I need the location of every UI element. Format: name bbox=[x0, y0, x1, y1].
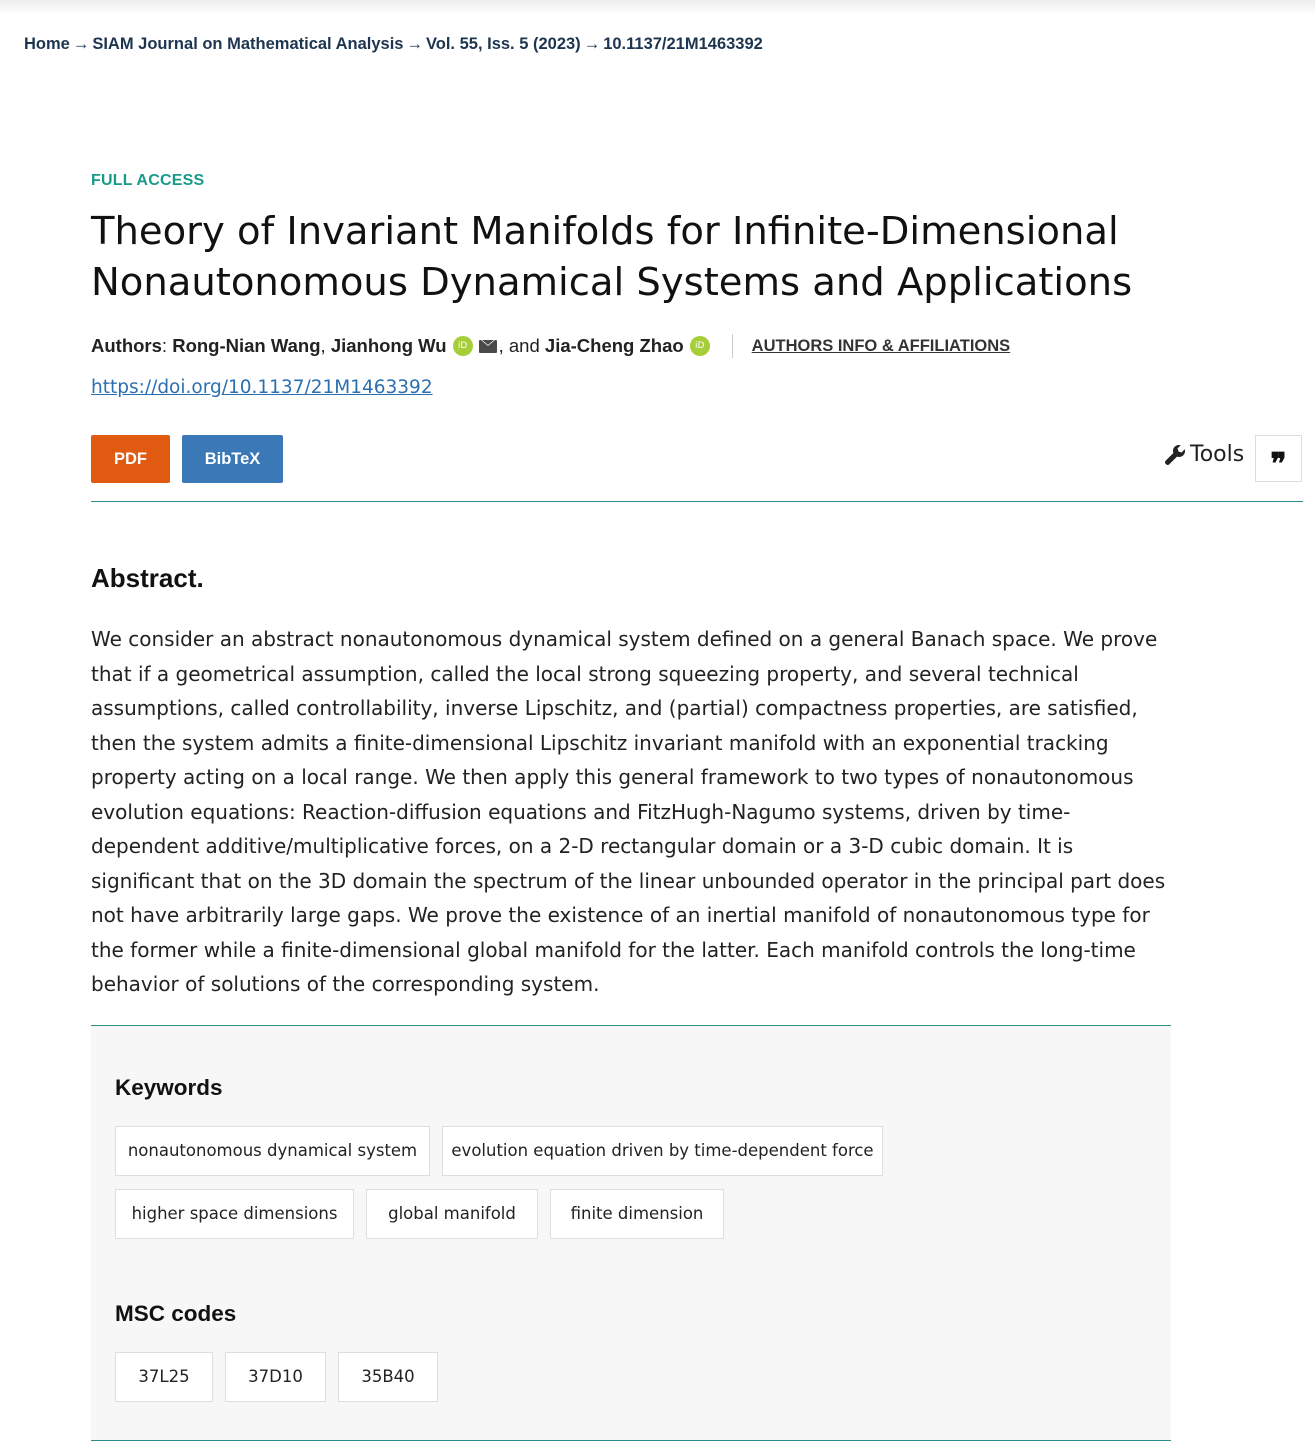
authors-and: , and bbox=[498, 335, 540, 356]
top-shadow bbox=[0, 0, 1315, 14]
arrow-right-icon: → bbox=[583, 35, 601, 53]
keyword-chip[interactable]: finite dimension bbox=[550, 1189, 724, 1239]
arrow-right-icon: → bbox=[72, 35, 90, 53]
pdf-button[interactable]: PDF bbox=[91, 435, 170, 483]
abstract-heading: Abstract. bbox=[91, 563, 204, 593]
arrow-right-icon: → bbox=[406, 35, 423, 53]
breadcrumb-home[interactable]: Home bbox=[24, 35, 70, 53]
orcid-icon[interactable]: iD bbox=[453, 336, 473, 356]
authors-line bbox=[91, 334, 1010, 358]
authors-affiliations-link[interactable]: AUTHORS INFO & AFFILIATIONS bbox=[751, 336, 1011, 355]
doi-link[interactable]: https://doi.org/10.1137/21M1463392 bbox=[91, 377, 433, 398]
breadcrumb-doi[interactable]: 10.1137/21M1463392 bbox=[603, 35, 763, 53]
author-link[interactable]: Jianhong Wu bbox=[330, 335, 447, 356]
access-badge: FULL ACCESS bbox=[91, 172, 205, 189]
cite-quote-button[interactable] bbox=[1255, 435, 1302, 482]
keyword-chip[interactable]: nonautonomous dynamical system bbox=[115, 1126, 430, 1176]
msc-chip[interactable]: 35B40 bbox=[338, 1352, 438, 1402]
keywords-heading: Keywords bbox=[115, 1075, 223, 1100]
msc-heading: MSC codes bbox=[115, 1301, 237, 1326]
authors-label: Authors bbox=[91, 335, 162, 356]
breadcrumb-journal[interactable]: SIAM Journal on Mathematical Analysis bbox=[92, 35, 404, 53]
divider bbox=[91, 1440, 1171, 1441]
authors-colon: : bbox=[161, 335, 173, 356]
keyword-chip[interactable]: higher space dimensions bbox=[115, 1189, 354, 1239]
breadcrumb-issue[interactable]: Vol. 55, Iss. 5 (2023) bbox=[425, 35, 581, 53]
wrench-icon bbox=[1163, 443, 1187, 467]
divider bbox=[732, 334, 733, 358]
author-comma: , bbox=[320, 335, 331, 356]
abstract-text: We consider an abstract nonautonomous dynamical system defined on a general Banach space. We prove that if a geometrical assumption, called the local strong squeezing property, and several technical assumptions, called controllability, inverse Lipschitz, and (partial) compactness properties, are satisfied, then the system admits a finite-dimensional Lipschitz invariant manifold with an exponential tracking property acting on a local range. We then apply this general framework to two types of nonautonomous evolution equations: Reaction-diffusion equations and FitzHugh-Nagumo systems, driven by time-dependent additive/multiplicative forces, on a 2-D rectangular domain or a 3-D cubic domain. It is significant that on the 3D domain the spectrum of the linear unbounded operator in the principal part does not have arbitrarily large gaps. We prove the existence of an inertial manifold of nonautonomous type for the former while a finite-dimensional global manifold for the latter. Each manifold controls the long-time behavior of solutions of the corresponding system. bbox=[91, 627, 1166, 996]
msc-chip[interactable]: 37D10 bbox=[225, 1352, 326, 1402]
author-link[interactable]: Rong-Nian Wang bbox=[172, 335, 321, 356]
quote-icon: ❞ bbox=[1270, 447, 1287, 482]
bibtex-button[interactable]: BibTeX bbox=[182, 435, 283, 483]
author-link[interactable]: Jia-Cheng Zhao bbox=[544, 335, 684, 356]
keyword-chip[interactable]: global manifold bbox=[366, 1189, 538, 1239]
keyword-chip[interactable]: evolution equation driven by time-dependent force bbox=[442, 1126, 883, 1176]
orcid-icon[interactable]: iD bbox=[690, 336, 710, 356]
article-title: Theory of Invariant Manifolds for Infinite-Dimensional Nonautonomous Dynamical Systems and Applications bbox=[91, 209, 1133, 305]
breadcrumb bbox=[24, 35, 763, 54]
email-icon[interactable] bbox=[479, 340, 497, 353]
tools-button[interactable] bbox=[1163, 442, 1244, 467]
tools-label: Tools bbox=[1190, 442, 1245, 467]
msc-chip[interactable]: 37L25 bbox=[115, 1352, 213, 1402]
divider bbox=[91, 501, 1303, 502]
